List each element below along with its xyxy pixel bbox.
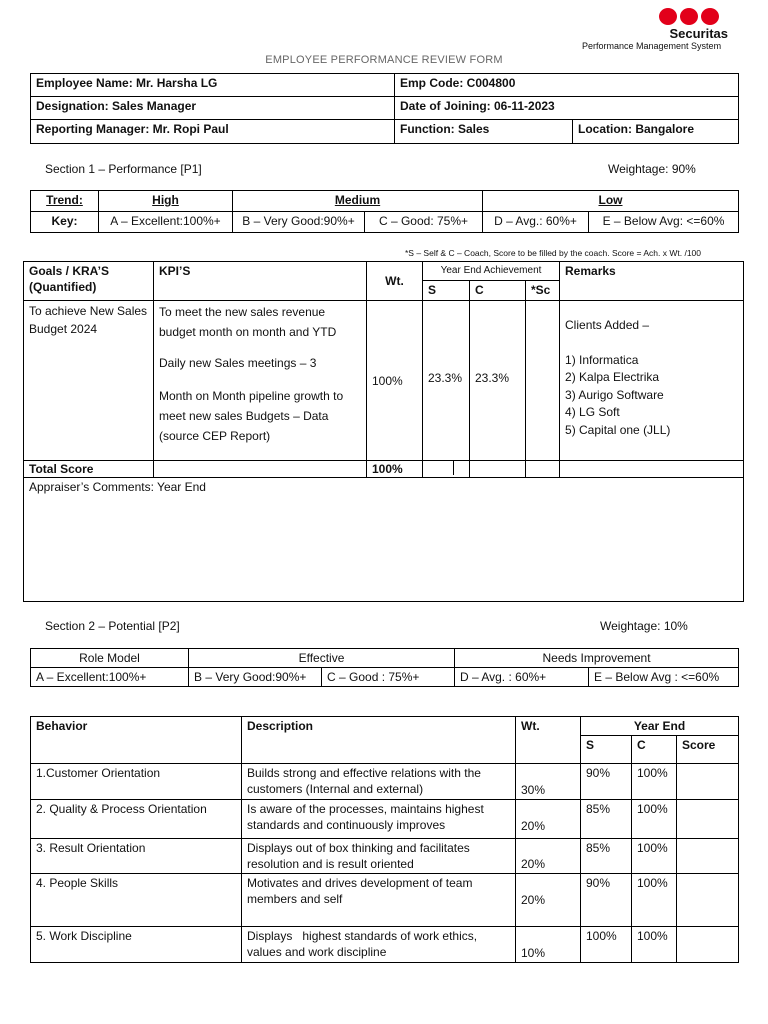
goal-weight: 100% — [367, 301, 423, 461]
total-coach-blank — [470, 461, 526, 478]
remarks-title: Clients Added – — [565, 318, 650, 332]
logo-brand: Securitas — [669, 26, 728, 41]
potential-key-a: A – Excellent:100%+ — [31, 668, 189, 687]
header-behavior-weight: Wt. — [516, 717, 581, 764]
total-score-label: Total Score — [24, 461, 154, 478]
potential-key-e: E – Below Avg : <=60% — [589, 668, 739, 687]
header-goals: Goals / KRA’S (Quantified) — [24, 262, 154, 301]
header-self: S — [423, 281, 470, 301]
potential-key-table — [30, 648, 739, 687]
role-model: Role Model — [31, 649, 189, 668]
employee-function: Function: Sales — [395, 120, 573, 144]
goal-self-score: 23.3% — [423, 301, 470, 461]
employee-location: Location: Bangalore — [573, 120, 739, 144]
behavior-description: Is aware of the processes, maintains highest standards and continuously improves — [242, 800, 516, 839]
effective: Effective — [189, 649, 455, 668]
behavior-name: 2. Quality & Process Orientation — [31, 800, 242, 839]
logo-dot-3 — [701, 8, 719, 25]
header-description: Description — [242, 717, 516, 764]
employee-code: Emp Code: C004800 — [395, 74, 739, 97]
behavior-weight: 20% — [516, 800, 581, 839]
behavior-self: 85% — [581, 800, 632, 839]
logo-dots — [659, 8, 728, 25]
potential-key-b: B – Very Good:90%+ — [189, 668, 322, 687]
behavior-table — [30, 716, 739, 963]
total-weight: 100% — [367, 461, 423, 478]
header-kpis: KPI’S — [154, 262, 367, 301]
section1-title: Section 1 – Performance [P1] — [45, 162, 202, 176]
header-behavior-coach: C — [632, 736, 677, 764]
behavior-row — [31, 800, 739, 839]
key-label: Key: — [31, 212, 99, 233]
behavior-name: 1.Customer Orientation — [31, 764, 242, 800]
total-remarks-blank — [560, 461, 744, 478]
behavior-row — [31, 927, 739, 963]
potential-key-d: D – Avg. : 60%+ — [455, 668, 589, 687]
behavior-score — [677, 800, 739, 839]
behavior-score — [677, 927, 739, 963]
behavior-name: 5. Work Discipline — [31, 927, 242, 963]
behavior-score — [677, 874, 739, 927]
goal-text — [24, 301, 154, 461]
behavior-weight: 30% — [516, 764, 581, 800]
trend-low: Low — [483, 191, 739, 212]
trend-high: High — [99, 191, 233, 212]
employee-joining-date: Date of Joining: 06-11-2023 — [395, 97, 739, 120]
appraiser-comments: Appraiser’s Comments: Year End — [24, 478, 744, 602]
employee-info-table — [30, 73, 739, 144]
trend-label: Trend: — [31, 191, 99, 212]
behavior-description: Builds strong and effective relations with the customers (Internal and external) — [242, 764, 516, 800]
behavior-name: 4. People Skills — [31, 874, 242, 927]
behavior-row — [31, 839, 739, 874]
key-e: E – Below Avg: <=60% — [589, 212, 739, 233]
trend-key-table — [30, 190, 739, 233]
kpi-3: Month on Month pipeline growth to meet new sales Budgets – Data (source CEP Report) — [159, 389, 344, 443]
header-behavior-score: Score — [677, 736, 739, 764]
behavior-weight: 10% — [516, 927, 581, 963]
behavior-coach: 100% — [632, 839, 677, 874]
behavior-score — [677, 839, 739, 874]
client-5: 5) Capital one (JLL) — [565, 422, 671, 437]
section2-weightage: Weightage: 10% — [600, 619, 688, 633]
total-kpi-blank — [154, 461, 367, 478]
total-score-blank — [526, 461, 560, 478]
behavior-coach: 100% — [632, 764, 677, 800]
header-coach: C — [470, 281, 526, 301]
behavior-self: 85% — [581, 839, 632, 874]
employee-designation: Designation: Sales Manager — [31, 97, 395, 120]
behavior-description: Motivates and drives development of team members and self — [242, 874, 516, 927]
securitas-logo — [658, 8, 728, 41]
behavior-self: 100% — [581, 927, 632, 963]
behavior-score — [677, 764, 739, 800]
kpi-cell — [154, 301, 367, 461]
behavior-weight: 20% — [516, 874, 581, 927]
goals-table — [23, 261, 744, 602]
header-behavior-self: S — [581, 736, 632, 764]
header-behavior: Behavior — [31, 717, 242, 764]
goal-text-value: To achieve New Sales Budget 2024 — [29, 304, 148, 336]
behavior-coach: 100% — [632, 927, 677, 963]
kpi-1: To meet the new sales revenue budget month on month and YTD — [159, 305, 337, 339]
header-year-end-achievement: Year End Achievement — [423, 262, 560, 281]
remarks-cell — [560, 301, 744, 461]
behavior-description: Displays out of box thinking and facilitates resolution and is result oriented — [242, 839, 516, 874]
header-score: *Sc — [526, 281, 560, 301]
behavior-name: 3. Result Orientation — [31, 839, 242, 874]
behavior-row — [31, 764, 739, 800]
needs-improvement: Needs Improvement — [455, 649, 739, 668]
total-self-divider — [423, 461, 454, 475]
header-remarks: Remarks — [560, 262, 744, 301]
section1-weightage: Weightage: 90% — [608, 162, 696, 176]
behavior-coach: 100% — [632, 874, 677, 927]
kpi-2: Daily new Sales meetings – 3 — [159, 356, 317, 370]
key-b: B – Very Good:90%+ — [233, 212, 365, 233]
section2-title: Section 2 – Potential [P2] — [45, 619, 180, 633]
behavior-coach: 100% — [632, 800, 677, 839]
behavior-row — [31, 874, 739, 927]
trend-medium: Medium — [233, 191, 483, 212]
logo-dot-2 — [680, 8, 698, 25]
system-name: Performance Management System — [582, 41, 722, 51]
client-2: 2) Kalpa Electrika — [565, 370, 660, 384]
goal-score — [526, 301, 560, 461]
behavior-description: Displays highest standards of work ethics, values and work discipline — [242, 927, 516, 963]
header-year-end: Year End — [581, 717, 739, 736]
total-self-blank — [423, 461, 470, 478]
behavior-self: 90% — [581, 764, 632, 800]
key-d: D – Avg.: 60%+ — [483, 212, 589, 233]
client-3: 3) Aurigo Software — [565, 387, 664, 402]
key-a: A – Excellent:100%+ — [99, 212, 233, 233]
goal-coach-score: 23.3% — [470, 301, 526, 461]
reporting-manager: Reporting Manager: Mr. Ropi Paul — [31, 120, 395, 144]
score-note: *S – Self & C – Coach, Score to be filled by the coach. Score = Ach. x Wt. /100 — [405, 248, 702, 258]
client-4: 4) LG Soft — [565, 405, 620, 419]
employee-name: Employee Name: Mr. Harsha LG — [31, 74, 395, 97]
header-weight: Wt. — [367, 262, 423, 301]
client-1: 1) Informatica — [565, 352, 639, 367]
potential-key-c: C – Good : 75%+ — [322, 668, 455, 687]
behavior-weight: 20% — [516, 839, 581, 874]
key-c: C – Good: 75%+ — [365, 212, 483, 233]
behavior-self: 90% — [581, 874, 632, 927]
logo-dot-1 — [659, 8, 677, 25]
form-title: EMPLOYEE PERFORMANCE REVIEW FORM — [265, 54, 503, 66]
